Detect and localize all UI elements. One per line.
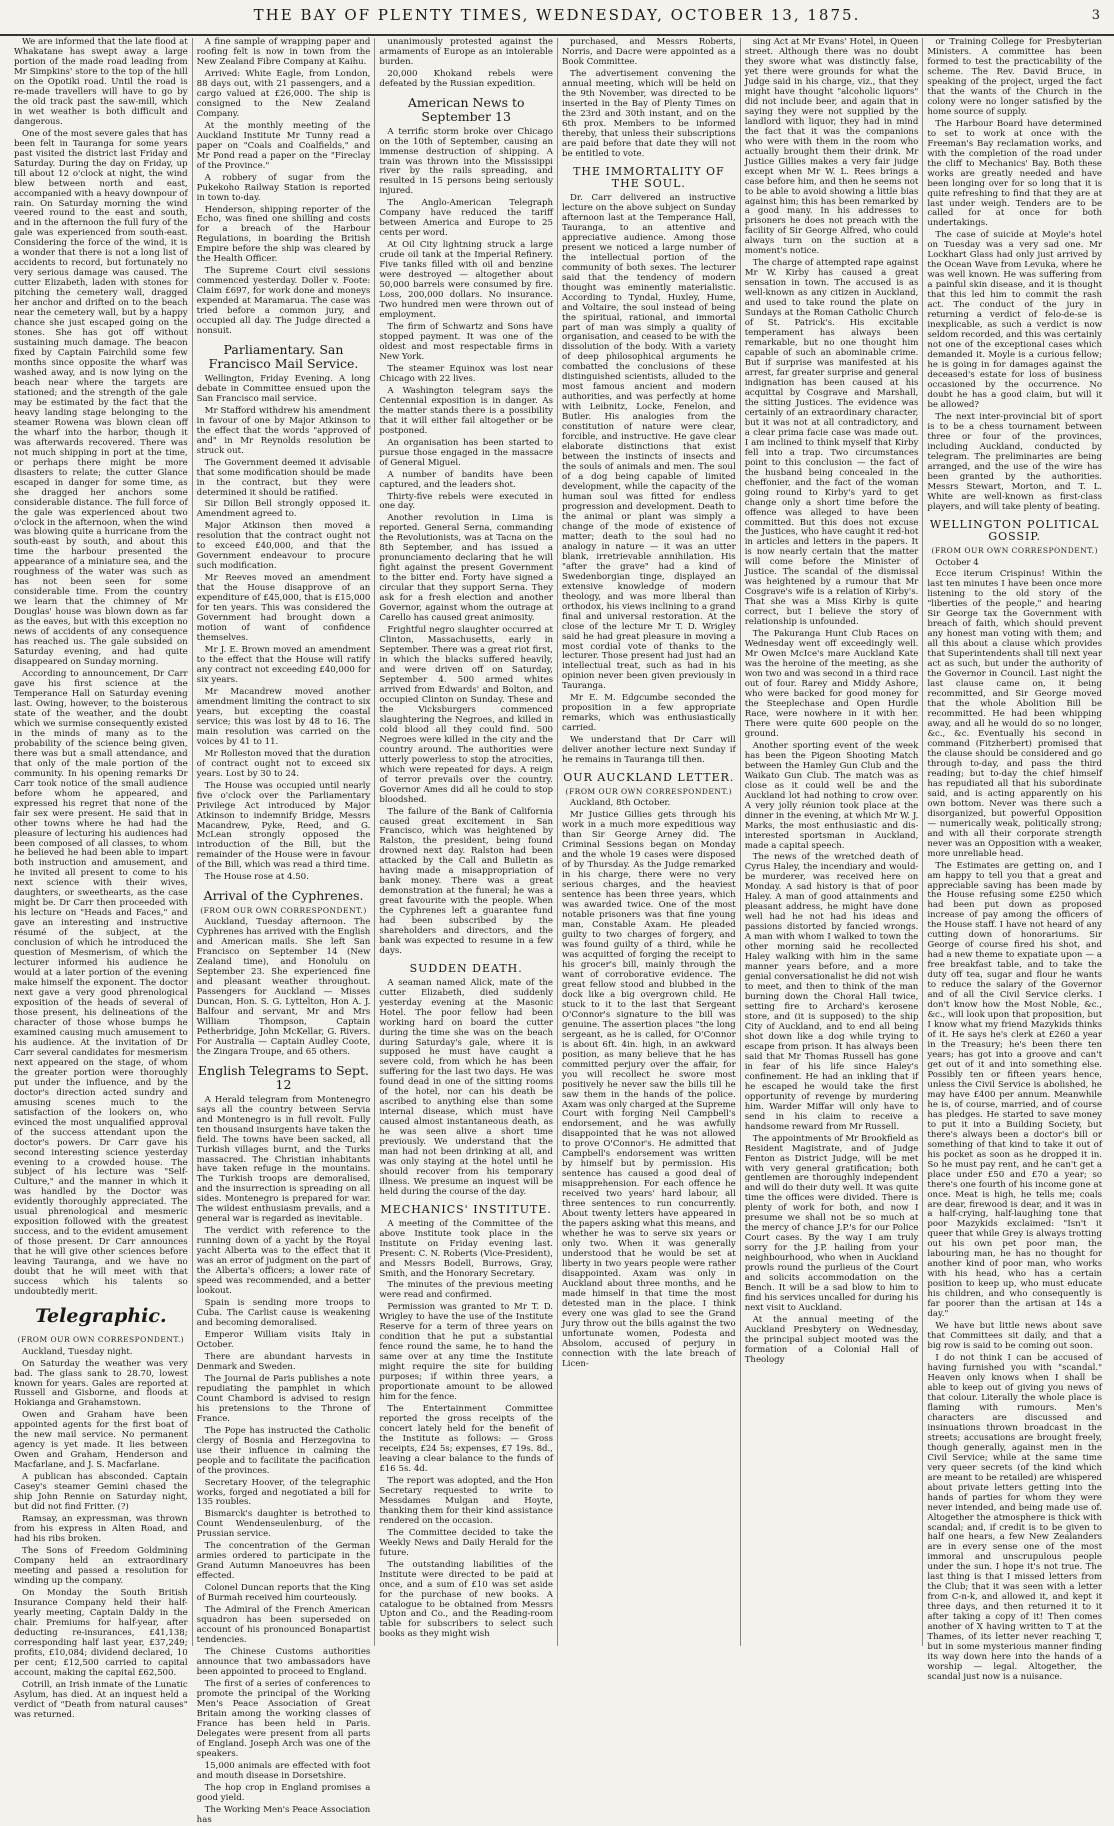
article-paragraph: The outstanding liabilities of the Institute were directed to be paid at once, and a sum of £10 was set aside for the purchase of new books. A catalogue to be obtained from Messrs Upton and Co., and the Reading-room table for subscribers to select such books as they might wish	[379, 1559, 554, 1640]
article-paragraph: Auckland, 8th October.	[570, 798, 671, 809]
article-paragraph: Wellington, Friday Evening. A long debate in Committee ensued upon the San Francisco mail service.	[196, 373, 371, 404]
column-5	[741, 38, 924, 1646]
article-paragraph: A Washington telegram says the Centennial exposition is in danger. As the matter stands there is a possibility that it will either fail altogether or be postponed.	[379, 385, 554, 436]
article-paragraph: The Sons of Freedom Goldmining Company held an extraordinary meeting and passed a resolution for winding up the company.	[14, 1546, 188, 1586]
section-heading: Telegraphic.	[35, 1305, 167, 1328]
article-paragraph: A number of bandits have been captured, and the leaders shot.	[379, 469, 554, 490]
article-paragraph: Major Atkinson then moved a resolution that the contract ought not to exceed £40,000, and that the Government endeavour to procure such modification.	[196, 521, 371, 572]
article-paragraph: One of the most severe gales that has been felt in Tauranga for some years past visited the district last Friday and Saturday. During the day on Friday, up till about 12 o'clock at night, the wind blew between north and east, accompanied with a heavy downpour of rain. On Saturday morning the wind veered round to the east and south, and in the afternoon the full fury of the gale was experienced from south-east. Considering the force of the wind, it is a wonder that there is not a long list of accidents to record, but fortunately no very serious damage was caused. The cutter Elizabeth, laden with stones for pitching the cemetery wall, dragged her anchor and drifted on to the beach near the cemetery wall, but by a happy chance she just escaped going on the stones. She has got off without sustaining much damage. The beacon fixed by Captain Fairchild some few months since opposite the wharf was washed away, and is now lying on the beach near where the targets are stationed; and the strength of the gale may be estimated by the fact that the heavy landing stage belonging to the steamer Rowena was blown clean off the wharf into the harbor, though it was afterwards recovered. There was not much shipping in port at the time, or perhaps there might be more disasters to relate; the cutter Glance escaped in danger for some time, as she dragged her anchors some considerable distance. The full force of the gale was experienced about two o'clock in the afternoon, when the wind was blowing quite a hurricane from the south-east by south, and about this time the harbour presented the appearance of a miniature sea, and the roughness of the water was such as has not been seen for some considerable time. From the country we learn that the chimney of Mr Douglas' house was blown down as far as the eaves, but with this exception no news of accidents of any consequence has reached us. The gale subsided on Saturday evening, and had quite disappeared on Sunday morning.	[14, 128, 188, 668]
article-paragraph: Dr. Carr delivered an instructive lecture on the above subject on Sunday afternoon last at the Temperance Hall, Tauranga, to an attentive and appreciative audience. Among those present we noticed a large number of the intellectual portion of the community of both sexes. The lecturer said that the tendency of modern thought was eminently materialistic. According to Tyndal, Huxley, Hume, and Voltaire, the soul instead of being the spiritual, rational, and immortal part of man was simply a quality of organisation, and ceased to be with the dissolution of the body. With a variety of deep philosophical arguments he combatted the conclusions of these distinguished scientists, alluded to the most famous ancient and modern authorities, and was perfectly at home with Leibnitz, Locke, Fenelon, and Butler. His analogies from the constitution of nature were clear, forcible, and instructive. He gave clear elaborate distinctions that exist between the instincts of insects and the souls of animals and men. The soul of a dog being capable of limited development, while the capacity of the human soul was fitted for endless progression and development. Death to the animal or plant was simply a change of the mode of existence of matter; death to the soul had no analogy in nature — it was an utter blank, irretrievable annihilation. His "after the grave" had a kind of Swedenborgian tinge, displayed an extensive knowledge of modern theology, and was more liberal than orthodox, his views inclining to a grand final and universal restoration. At the close of the lecture Mr T. D. Wrigley said he had great pleasure in moving a most cordial vote of thanks to the lecturer. Those present had just had an intellectual treat, such as had in his opinion never been given previously in Tauranga.	[562, 192, 736, 692]
article-paragraph: Another revolution in Lima is reported. General Serna, commanding the Revolutionists, was at Tacna on the 8th September, and has issued a pronunciamento declaring that he will fight against the present Government to the bitter end. Forty have signed a circular that they support Serna. They ask for a fresh election and another Governor, against whom the outrage at Carello has caused great animosity.	[379, 513, 554, 624]
column-3	[375, 38, 558, 1646]
article-paragraph: Ramsay, an expressman, was thrown from his express in Alten Road, and had his ribs broken.	[14, 1514, 188, 1545]
page-number: 3	[1091, 8, 1100, 23]
article-paragraph: The Chinese Customs authorities announce that two ambassadors have been appointed to proceed to England.	[196, 1647, 371, 1677]
article-paragraph: Bismarck's daughter is betrothed to Count Wendenseulenburg, of the Prussian service.	[196, 1509, 371, 1540]
article-paragraph: The first of a series of conferences to promote the principal of the Working Men's Peace Association of Great Britain among the working classes of France has been held in Paris. Delegates were present from all parts of England. Joseph Arch was one of the speakers.	[196, 1678, 371, 1759]
column-1	[10, 37, 193, 1720]
article-paragraph: October 4	[935, 557, 979, 568]
article-paragraph: Mr Justice Gillies gets through his work in a much more expeditious way than Sir George Arney did. The Criminal Sessions began on Monday and the whole 19 cases were disposed of by Thursday. As the Judge remarked in his charge, there were no very serious charges, and the heaviest sentence has been three years, which was awarded twice. One of the most notable prisoners was that fine young man, Constable Axam. He pleaded guilty to two charges of forgery, and was found guilty of a third, while he was acquitted of forging the receipt to his grocer's bill, mainly through the want of corroborative evidence. The great fellow stood and blubbed in the dock like a big overgrown child. He stuck to it to the last that Sergeant O'Connor's signature to the bill was genuine. The assertion places "the long sergeant, as he is called, for O'Connor is about 6ft. 4in. high, in an awkward position, as many believe that he has committed perjury over the affair, for you will recollect he swore most positively he never saw the bills till he saw them in the hands of the police. Axam was only charged at the Supreme Court with forging Neil Campbell's endorsement, and he was awfully disappointed that he was not allowed to prove O'Connor's. He admitted that Campbell's endorsement was written by himself but by permission. His sentence has caused a good deal of misapprehension. For each offence he received two years' hard labour, all three sentences to run concurrently. About twenty letters have appeared in the papers asking what this means, and whether he was to serve six years or only two. When it was generally understood that he would be set at liberty in two years people were rather disappointed. Axam was only in Auckland about three months, and he made himself in that time the most detested man in the place. I think every one was glad to see the Grand Jury throw out the bills against the two unfortunate women, Podesta and Absolom, accused of perjury in connection with the late breach of Licen-	[562, 810, 736, 1369]
article-paragraph: sing Act at Mr Evans' Hotel, in Queen street. Although there was no doubt they swore what was distinctly false, yet there were grounds for what the Judge said in his charge, viz., that they might have thought "alcoholic liquors" did not include beer, and again that in saying they were not supplied by the landlord with liquor, they had in mind the fact that it was the companions who were with them in the room who actually brought them their drink. Mr Justice Gillies makes a very fair judge except when Mr W. L. Rees brings a case before him, and then he seems not to be able to avoid showing a little bias against him; this has been remarked by a good many. In his addresses to prisoners he does not preach with the facility of Sir George Alfred, who could always turn on the suction at a moment's notice.	[744, 37, 919, 257]
article-paragraph: unanimously protested against the armaments of Europe as an intolerable burden.	[379, 37, 554, 67]
article-paragraph: A seaman named Alick, mate of the cutter Elizabeth, died suddenly yesterday evening at the Masonic Hotel. The poor fellow had been working hard on board the cutter during the time she was on the beach during Saturday's gale, where it is supposed he must have caught a severe cold, from which he has been suffering for the last two days. He was found dead in one of the sitting rooms of the hotel, nor can his death be ascribed to anything else than some internal disease, which must have caused almost instantaneous death, as he was seen alive a short time previously. We understand that the man had not been drinking at all, and was only staying at the hotel until he should recover from his temporary illness. We presume an inquest will be held during the course of the day.	[379, 977, 554, 1198]
article-paragraph: Mr Stafford withdrew his amendment in favour of one by Major Atkinson to the effect that the words "approved of and" in Mr Reynolds resolution be struck out.	[196, 405, 371, 456]
article-paragraph: The verdict with reference to the running down of a yacht by the Royal yacht Alberta was to the effect that it was an error of judgment on the part of the Alberta's officers; a lower rate of speed was recommended, and a better lookout.	[196, 1226, 371, 1297]
article-paragraph: Another sporting event of the week has been the Pigeon Shooting Match between the Hamley Gun Club and the Waikato Gun Club. The match was as close as it could well be and the Auckland lot had nothing to crow over. A very jolly réunion took place at the dinner in the evening, at which Mr W. J. Marks, the most enthusiastic and dis-interested sportsman in Auckland, made a capital speech.	[744, 740, 919, 851]
article-heading: American News to September 13	[407, 94, 525, 125]
column-4	[558, 38, 741, 1646]
column-2	[193, 37, 376, 1825]
article-paragraph: Ecce iterum Crispinus! Within the last ten minutes I have been once more listening to the old story of the "liberties of the people," and hearing Sir George tax the Government with breach of faith, which should prevent any honest man voting with them; and all this about a clause which provides that Superintendents shall till next year act as such, but under the authority of the Governor in Council. Last night the last clause came on, it being recommitted, and Sir George moved that the whole Abolition Bill be recommitted. He had been whipping away, and all he would do so no longer, &c., &c. Eventually his second in command (Fitzherbert) promised that the clause should be considered and go through to-day, and pass the third reading; but to-day the chief himself has repudiated all that his subordinate said, and is acting apparently on his own bottom. Never was there such a disorganized, but powerful Opposition — numerically weak, politically strong; and with all their corporate strength never was an Opposition with a weaker, more unreliable head.	[927, 569, 1103, 859]
article-paragraph: There are abundant harvests in Denmark and Sweden.	[196, 1351, 371, 1372]
article-paragraph: A robbery of sugar from the Pukekoho Railway Station is reported in town to-day.	[196, 172, 371, 203]
article-paragraph: Arrived: White Eagle, from London, 88 days out, with 21 passengers, and a cargo valued at £26,000. The ship is consigned to the New Zealand Company.	[196, 68, 371, 119]
article-heading: Parliamentary. San Francisco Mail Service.	[208, 342, 359, 372]
article-paragraph: At the monthly meeting of the Auckland Institute Mr Tunny read a paper on "Coals and Coalfields," and Mr Pond read a paper on the "Fireclay of the Province."	[196, 120, 371, 171]
article-paragraph: On Monday the South British Insurance Company held their half-yearly meeting, Captain Daldy in the chair. Premiums for half-year, after deducting re-insurances, £41,138; corresponding half last year, £37,249; profits, £10,084; dividend declared, 10 per cent; £12,500 carried to capital account, making the capital £62,500.	[14, 1587, 188, 1678]
article-paragraph: The news of the wretched death of Cyrus Haley, the incendiary and would-be murderer, was received here on Monday. A sad history is that of poor Haley. A man of good attainments and pleasant address, he might have done well had he not had his ideas and passions distorted by fancied wrongs. A man with whom I walked to town the other morning said he recollected Haley walking with him in the same manner years before, and a more genial conversationalist he did not wish to meet, and then to think of the man burning down the Choral Hall twice, setting fire to Archard's kerosene store, and (it is supposed) to the ship City of Auckland, and to end all being shot down like a dog while trying to escape from prison. It has always been said that Mr Thomas Russell has gone in fear of his life since Haley's confinement. He had an inkling that if he escaped he would take the first opportunity of revenge by murdering him. Warder Miffar will only have to send in his claim to receive a handsome reward from Mr Russell.	[744, 852, 919, 1132]
article-heading: THE IMMORTALITY OF THE SOUL.	[573, 164, 725, 191]
article-paragraph: The advertisement convening the annual meeting, which will be held on the 9th November, was directed to be inserted in the Bay of Plenty Times on the 23rd and 30th instant, and on the 6th prox. Members to be informed thereby, that unless their subscriptions are paid before that date they will not be entitled to vote.	[562, 68, 736, 159]
article-paragraph: 20,000 Khokand rebels were defeated by the Russian expedition.	[379, 68, 554, 89]
article-paragraph: The Harbour Board have determined to set to work at once with the Freeman's Bay reclamation works, and with the completion of the road under the cliff to Mechanics' Bay. Both these works are greatly needed and have been longing over for so long that it is quite refreshing to find that they are at last under weigh. Tenders are to be called for at once for both undertakings.	[927, 118, 1103, 229]
article-heading: MECHANICS' INSTITUTE.	[380, 1203, 552, 1217]
article-paragraph: Frightful negro slaughter occurred at Clinton, Massachusetts, early in September. There was a great riot first, in which the blacks suffered heavily, and were driven off on Saturday, September 4. 500 armed whites arrived from Edwards' and Bolton, and occupied Clinton on Sunday. These and the Vicksburgers commenced slaughtering the Negroes, and killed in cold blood all they could find. 500 Negroes were killed in the city and the country around. The authorities were utterly powerless to stop the atrocities, which were repeated for days. A reign of terror prevails over the country. Governor Ames did all he could to stop bloodshed.	[379, 625, 554, 805]
column-container	[10, 37, 1106, 1825]
article-paragraph: The House was occupied until nearly five o'clock over the Parliamentary Privilege Act introduced by Major Atkinson to indemnify Bridge, Messrs Macandrew, Pyke, Reed, and G. McLean strongly opposed the introduction of the Bill, but the remainder of the House were in favour of the Bill, which was read a third time.	[196, 780, 371, 871]
article-paragraph: An organisation has been started to pursue those engaged in the massacre of General Miguel.	[379, 437, 554, 468]
article-paragraph: A terrific storm broke over Chicago on the 10th of September, causing an immense destruction of shipping. A train was thrown into the Mississippi river by the rails spreading, and resulted in 15 persons being seriously injured.	[379, 126, 554, 197]
article-paragraph: Mr Macandrew moved another amendment limiting the contract to six years, but excepting the coastal service; this was lost by 48 to 16. The main resolution was carried on the voices by 41 to 11.	[196, 686, 371, 747]
article-paragraph: We have but little news about save that Committees sit daily, and that a big row is said to be coming out soon.	[927, 1321, 1103, 1352]
article-paragraph: Mr J. E. Brown moved an amendment to the effect that the House will ratify any contract not exceeding £40,000 for six years.	[196, 645, 371, 685]
article-paragraph: The concentration of the German armies ordered to participate in the Grand Autumn Manoeuvres has been effected.	[196, 1541, 371, 1582]
article-paragraph: I do not think I can be accused of having furnished you with "scandal." Heaven only knows when I shall be able to keep out of giving you news of that colour. Literally the whole place is flaming with rumours. Men's characters are discussed and insinuations thrown broadcast in the streets; accusations are brought freely, though generally, against men in the Civil Service; while at the same time very queer secrets (of the kind which are meant to be retailed) are whispered about private letters getting into the hands of parties for whom they were never intended, and being made use of. Altogether the atmosphere is thick with scandal; and, if credit is to be given to half one hears, a few New Zealanders are in every sense one of the most immoral and unscrupulous people under the sun. I hope it's not true. The last thing is that I missed letters from the Club; that it was seen with a letter from C-n-k, and allowed it, and kept it three days, and then returned it to it after taking a copy of it! Then comes another of X having written to T at the Thames, of its letter never reaching T, but in some mysterious manner finding its way down here into the hands of a worship — legal. Altogether, the scandal just now is a nuisance.	[927, 1353, 1103, 1683]
byline: (FROM OUR OWN CORRESPONDENT.)	[200, 905, 367, 915]
byline: (FROM OUR OWN CORRESPONDENT.)	[17, 1334, 185, 1344]
article-paragraph: Mr Rolleston moved that the duration of contract ought not to exceed six years. Lost by 30 to 24.	[196, 748, 371, 779]
article-paragraph: purchased, and Messrs Roberts, Norris, and Dacre were appointed as a Book Committee.	[562, 37, 736, 67]
article-paragraph: Thirty-five rebels were executed in one day.	[379, 491, 554, 512]
article-paragraph: A meeting of the Committee of the above Institute took place in the Institute on Friday evening last. Present: C. N. Roberts (Vice-President), and Messrs Bodell, Burrows, Gray, Smith, and the Honorary Secretary.	[379, 1218, 554, 1279]
article-paragraph: Cotrill, an Irish inmate of the Lunatic Asylum, has died. At an inquest held a verdict of "Death from natural causes" was returned.	[14, 1679, 188, 1720]
article-paragraph: We are informed that the late flood at Whakatane has swept away a large portion of the made road leading from Mr Simpkins' store to the top of the hill on the Opotiki road. Until the road is re-made travellers will have to go by the old track past the saw-mill, which in wet weather is both difficult and dangerous.	[14, 37, 188, 127]
article-paragraph: On Saturday the weather was very bad. The glass sank to 28.70, lowest known for years. Gales are reported at Russell and Gisborne, and floods at Hokianga and Grahamstown.	[14, 1358, 188, 1409]
article-paragraph: Auckland, Tuesday afternoon. The Cyphrenes has arrived with the English and American mails. She left San Francisco on September 14 (New Zealand time), and Honolulu on September 23. She experienced fine and pleasant weather throughout. Passengers for Auckland — Misses Duncan, Hon. S. G. Lyttelton, Hon A. J. Balfour and servant, Mr and Mrs William Thompson, Captain Petherbridge, John McKellar, G. Rivers. For Australia — Captain Audley Coote, the Zingara Troupe, and 65 others.	[196, 917, 371, 1057]
article-paragraph: The steamer Equinox was lost near Chicago with 22 lives.	[379, 363, 554, 384]
article-heading: WELLINGTON POLITICAL GOSSIP.	[929, 517, 1100, 544]
masthead-title: THE BAY OF PLENTY TIMES, WEDNESDAY, OCTOBER 13, 1875.	[253, 6, 861, 24]
byline: (FROM OUR OWN CORRESPONDENT.)	[931, 545, 1098, 555]
article-paragraph: The failure of the Bank of California caused great excitement in San Francisco, which was heightened by Ralston, the president, being found drowned next day. Ralston had been attacked by the Call and Bulletin as having made a misappropriation of bank money. There was a great demonstration at the funeral; he was a great favourite with the people. When the Cyphrenes left a guarantee fund had been subscribed by the shareholders and directors, and the bank was expected to resume in a few days.	[379, 806, 554, 957]
article-paragraph: The report was adopted, and the Hon Secretary requested to write to Messdames Mulgan and Hoyte, thanking them for their kind assistance rendered on the occasion.	[379, 1475, 554, 1526]
article-paragraph: Auckland, Tuesday night.	[22, 1346, 133, 1357]
article-paragraph: The Pakuranga Hunt Club Races on Wednesday went off exceedingly well. Mr Owen McIce's mare Auckland Kate was the heroine of the meeting, as she won two and was second in a third race out of four. Rarey and Middy Ashore, who were backed for good money for the Steeplechase and Open Hurdle Race, were nowhere in it with her. There were quite 600 people on the ground.	[744, 629, 919, 739]
article-paragraph: The firm of Schwartz and Sons have stopped payment. It was one of the oldest and most respectable firms in New York.	[379, 322, 554, 362]
article-paragraph: A publican has absconded. Captain Casey's steamer Gemini chased the ship John Rennie on Saturday night, but did not find Fritter. (?)	[14, 1472, 188, 1513]
article-paragraph: The Entertainment Committee reported the gross receipts of the concert lately held for the benefit of the Institute as follows: — Gross receipts, £24 5s; expenses, £7 19s. 8d., leaving a clear balance to the funds of £16 5s. 4d.	[379, 1404, 554, 1474]
article-paragraph: Sir Dillon Bell strongly opposed it. Amendment agreed to.	[196, 499, 371, 520]
article-paragraph: A fine sample of wrapping paper and roofing felt is now in town from the New Zealand Fibre Company at Kaihu.	[196, 37, 371, 67]
article-paragraph: The next inter-provincial bit of sport is to be a chess tournament between three or four of the provinces, including Auckland, conducted by telegram. The preliminaries are being arranged, and the use of the wire has been granted by the authorities. Messrs Stewart, Morton, and T. L. White are well-known as first-class players, and will take plenty of beating.	[927, 411, 1103, 512]
article-paragraph: Permission was granted to Mr T. D. Wrigley to have the use of the Institute Reserve for a term of three years on condition that he put a substantial fence round the same, he to hand the same over at any time the Institute might require the site for building purposes; if within three years, a proportionate amount to be allowed him for the fence.	[379, 1302, 554, 1403]
article-paragraph: The Committee decided to take the Weekly News and Daily Herald for the future.	[379, 1527, 554, 1558]
article-paragraph: The Supreme Court civil sessions commenced yesterday. Doller v. Foote: Claim £697, for work done and moneys expended at Maramarua. The case was tried before a common jury, and occupied all day. The Judge directed a nonsuit.	[196, 266, 371, 337]
article-paragraph: The minutes of the previous meeting were read and confirmed.	[379, 1280, 554, 1301]
article-paragraph: Henderson, shipping reporter of the Echo, was fined one shilling and costs for a breach of the Harbour Regulations, in boarding the British Empire before the ship was cleared by the Health Officer.	[196, 204, 371, 265]
article-paragraph: The hop crop in England promises a good yield.	[196, 1782, 371, 1803]
article-paragraph: The appointments of Mr Brookfield as Resident Magistrate, and of Judge Fenton as District Judge, will be met with very general gratification; both gentlemen are thoroughly independent and will do their duty well. It was quite time the offices were divided. There is plenty of work for both, and now I presume we shall not be so much at the mercy of chance J.P.'s for our Police Court cases. By the way I am truly sorry for the J.P. hailing from your neighbourhood, who when in Auckland prowls round the purlieus of the Court and solicits accommodation on the Bench. It will be a sad blow to him to find his services uncalled for during his next visit to Auckland.	[744, 1133, 919, 1314]
article-paragraph: The charge of attempted rape against Mr W. Kirby has caused a great sensation in town. The accused is as well-known as any citizen in Auckland, and used to take round the plate on Sundays at the Roman Catholic Church of St. Patrick's. His excitable temperament has always been remarkable, but no one thought him capable of such an abominable crime. But if surprise was manifested at his arrest, far greater surprise and general indignation has been caused at his acquittal by Cosgrave and Marshall, the sitting Justices. The evidence was certainly of an extraordinary character, but it was not at all contradictory, and a clear prima facie case was made out. I am inclined to think myself that Kirby fell into a trap. Two circumstances point to this conclusion — the fact of the husband being concealed in the cheffonier, and the fact of the woman going round to Kirby's yard to get change only a short time before the offence was alleged to have been committed. But this does not excuse the Justices, who have caught it red-hot in articles and letters in the papers. It is now nearly certain that the matter will come before the Minister of Justice. The scandal of the dismissal was heightened by a rumour that Mr Cosgrave's wife is a relation of Kirby's. That she was a Miss Kirby is quite correct, but I believe the story of relationship is unfounded.	[744, 258, 919, 628]
article-paragraph: The case of suicide at Moyle's hotel on Tuesday was a very sad one. Mr Lockhart Glass had only just arrived by the Ocean Wave from Levuka, where he was well known. He was suffering from a painful skin disease, and it is thought that this led him to commit the rash act. The conduct of the jury in returning a verdict of felo-de-se is inexplicable, as such a verdict is now seldom recorded, and this was certainly not one of the exceptional cases which demanded it. Moyle is a curious fellow; he is going in for damages against the deceased's estate for loss of business occasioned by the occurrence. No doubt he has a good claim, but will it be allowed?	[927, 230, 1103, 410]
article-paragraph: Emperor William visits Italy in October.	[196, 1329, 371, 1350]
article-paragraph: At Oil City lightning struck a large crude oil tank at the Imperial Refinery. Five tanks filled with oil and benzine were destroyed — altogether about 50,000 barrels were consumed by fire. Loss, 200,000 dollars. No insurance. Two hundred men were thrown out of employment.	[379, 240, 554, 321]
article-paragraph: A Herald telegram from Montenegro says all the country between Servia and Montenegro is in full revolt. Fully ten thousand insurgents have taken the field. The towns have been sacked, all Turkish villages burnt, and the Turks massacred. The Christian inhabitants have taken refuge in the mountains. The Turkish troops are demoralised, and the insurrection is spreading on all sides. Montenegro is prepared for war. The wildest enthusiasm prevails, and a general war is regarded as inevitable.	[196, 1094, 371, 1225]
article-paragraph: Mr Reeves moved an amendment that the House disapprove of an expenditure of £45,000, that is £15,000 for ten years. This was considered the Government had brought down a motion of want of confidence themselves.	[196, 573, 371, 644]
article-paragraph: The House rose at 4.50.	[204, 872, 309, 883]
article-paragraph: Colonel Duncan reports that the King of Burmah received him courteously.	[196, 1583, 371, 1604]
article-paragraph: Secretary Hoover, of the telegraphic works, forged and negotiated a bill for 135 roubles.	[196, 1477, 371, 1508]
article-paragraph: The Admiral of the French American squadron has been superseded on account of his pronounced Bonapartist tendencies.	[196, 1605, 371, 1646]
article-heading: SUDDEN DEATH.	[409, 962, 523, 976]
article-paragraph: The Journal de Paris publishes a note repudiating the pamphlet in which Count Chambord is advised to resign his pretensions to the Throne of France.	[196, 1373, 371, 1424]
article-paragraph: or Training College for Presbyterian Ministers. A committee has been formed to test the practicability of the scheme. The Rev. David Bruce, in speaking of the project, urged the fact that the wants of the Church in the colony were no longer satisfied by the home source of supply.	[927, 37, 1103, 117]
byline: (FROM OUR OWN CORRESPONDENT.)	[565, 786, 733, 796]
article-paragraph: 15,000 animals are effected with foot and mouth disease in Dorsetshire.	[196, 1760, 371, 1781]
article-paragraph: The Working Men's Peace Association has	[196, 1804, 371, 1825]
article-paragraph: Mr E. M. Edgcumbe seconded the proposition in a few appropriate remarks, which was enthusiastically carried.	[562, 693, 736, 734]
article-paragraph: According to announcement, Dr Carr gave his first science at the Temperance Hall on Saturday evening last. Owing, however, to the boisterous state of the weather, and the doubt which we surmise consequently existed in the minds of many as to the probability of the science being given, there was but a small attendance, and that only of the male portion of the community. In his opening remarks Dr Carr took notice of the small audience before whom he appeared, and expressed his regret that none of the fair sex were present. He said that in other towns where he had had the pleasure of lecturing his audiences had been composed of all classes, to whom he believed he had been able to impart both instruction and amusement, and he invited all present to come to his next science with their wives, daughters, or sweethearts, as the case might be. Dr Carr then proceeded with his lecture on "Heads and Faces," and gave an interesting and instructive résumé of the subject, at the conclusion of which he introduced the question of Mesmerism, of which the lecturer informed his audience he would at a later portion of the evening make himself the exponent. The doctor next gave a very good phrenological exposition of the heads of several of those present, his delineations of the character of those whose bumps he examined causing much amusement to his audience. At the invitation of Dr Carr several candidates for mesmerism next appeared on the stage, of whom the greater portion were thoroughly put under the influence, and by the doctor's direction acted sundry and amusing scenes much to the satisfaction of the lookers on, who evinced the most unqualified approval of the success attendant upon the doctor's powers. Dr Carr gave his second interesting science yesterday evening to a crowded house. The subject of his lecture was "Self-Culture," and the manner in which it was handled by the Doctor was evidently thoroughly appreciated. The usual phrenological and mesmeric exposition followed with the greatest success, and to the evident amusement of those present. Dr Carr announces that he will give other sciences before leaving Tauranga, and we have no doubt that he will meet with that success which his talents so undoubtedly merit.	[14, 669, 188, 1298]
article-paragraph: The Pope has instructed the Catholic clergy of Bosnia and Herzegovina to use their influence in calming the people and to facilitate the pacification of the provinces.	[196, 1425, 371, 1476]
article-paragraph: Spain is sending more troops to Cuba. The Carlist cause is weakening and becoming demoralised.	[196, 1298, 371, 1328]
article-paragraph: Owen and Graham have been appointed agents for the first boat of the new mail service. No permanent agency is yet made. It lies between Owen and Graham, Henderson and Macfarlane, and J. S. Macfarlane.	[14, 1410, 188, 1471]
article-heading: Arrival of the Cyphrenes.	[203, 888, 364, 904]
article-heading: English Telegrams to Sept. 12	[198, 1062, 369, 1093]
article-paragraph: The Government deemed it advisable that some modification should be made in the contract, but they were determined it should be ratified.	[196, 457, 371, 498]
column-6	[923, 37, 1106, 1683]
masthead	[0, 0, 1114, 36]
article-paragraph: We understand that Dr Carr will deliver another lecture next Sunday if he remains in Tauranga till then.	[562, 735, 736, 766]
article-paragraph: The Anglo-American Telegraph Company have reduced the tariff between America and Europe to 25 cents per word.	[379, 198, 554, 239]
article-heading: OUR AUCKLAND LETTER.	[563, 771, 735, 785]
article-paragraph: At the annual meeting of the Auckland Presbytery on Wednesday, the principal subject mooted was the formation of a Colonial Hall of Theology	[744, 1315, 919, 1365]
article-paragraph: The Estimates are getting on, and I am happy to tell you that a great and appreciable saving has been made by the House refusing some £250 which had been put down as proposed increase of pay among the officers of the House staff. I have not heard of any cutting down of honorariums. Sir George of course fired his shot, and had a new theme to expatiate upon — a free breakfast table, and to take the duty off tea, sugar and flour he wants to reduce the salary of the Governor and of all the Civil Service clerks. I don't know how the Most Noble, &c., &c., will look upon that proposition, but I know what my friend Mazykids thinks of it. He says he's clerk at £260 a year in the Treasury; he's been there ten years; has got into a groove and can't get out of it and into something else. Possibly ten or fifteen years hence, unless the Civil Service is abolished, he may have £400 per annum. Meanwhile he is, of course, married, and of course has pledges. He started to save money to put it into a Building Society, but there's always been a doctor's bill or something of that kind to take it out of his pocket as soon as he dropped it in. So he must pay rent, and he can't get a place under £50 and £70 a year; so there's one fourth of his income gone at once. Meat is high, he tells me; coals are dear, firewood is dear, and it was in a half-crying, half-laughing tone that poor Mazykids exclaimed: "Isn't it queer that while Grey is always trotting out his own pet poor man, the labouring man, he has no thought for another kind of poor man, who works with his head, who has a certain position to keep up, who must educate his children, and who consequently is far poorer than the artisan at 14s a day."	[927, 860, 1103, 1320]
